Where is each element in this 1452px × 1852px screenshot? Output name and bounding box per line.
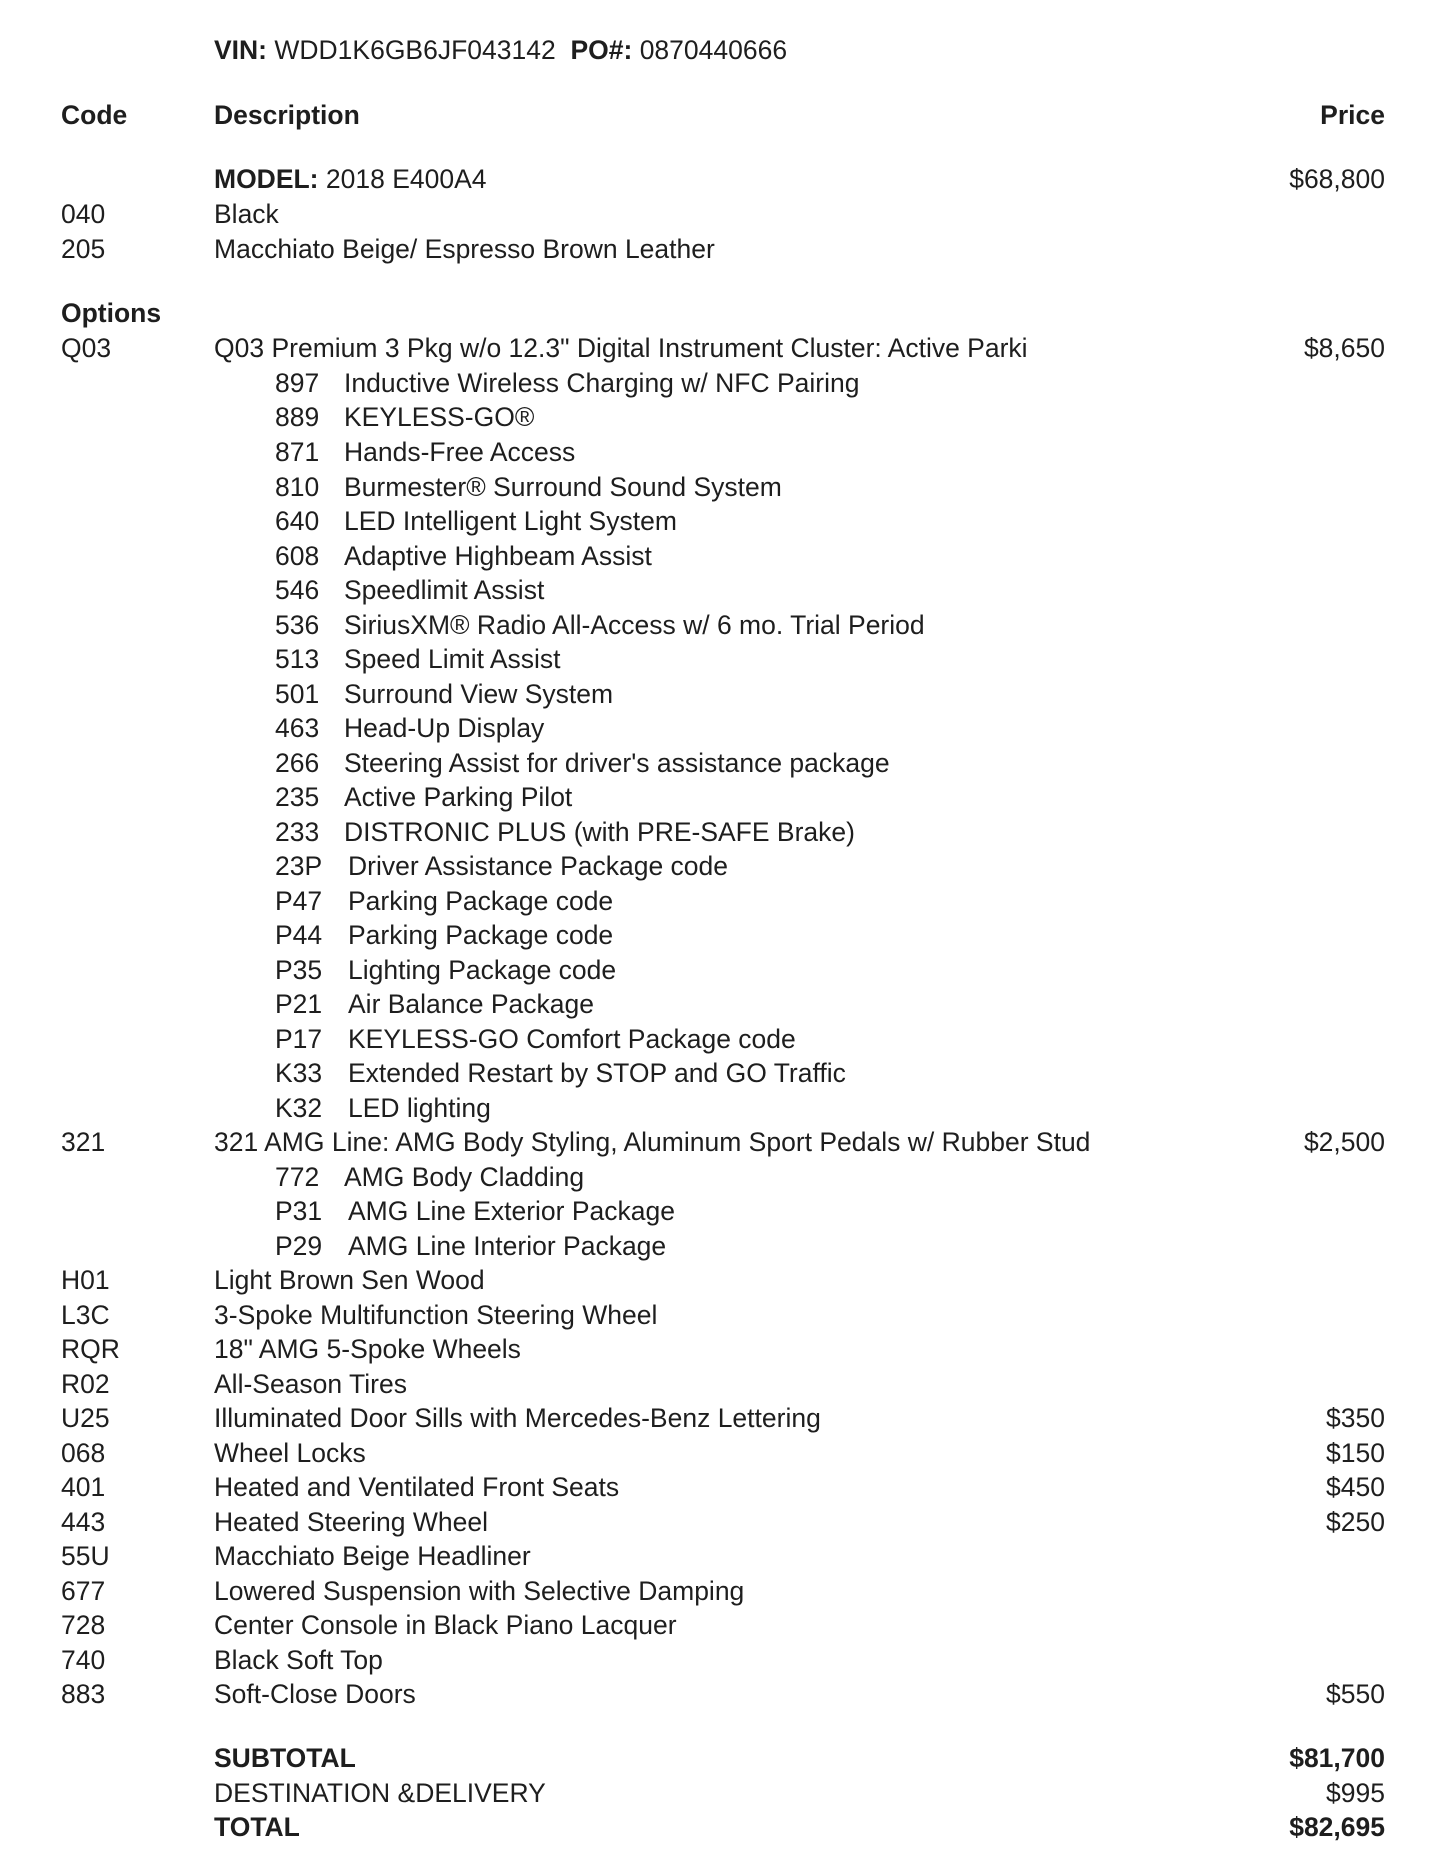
subitem-description: AMG Line Exterior Package xyxy=(348,1196,675,1226)
option-description: Light Brown Sen Wood xyxy=(214,1265,485,1295)
column-header-price: Price xyxy=(1320,100,1385,130)
vin-value: WDD1K6GB6JF043142 xyxy=(274,35,556,65)
option-price: $150 xyxy=(1326,1438,1385,1468)
package-subitem-row xyxy=(0,987,1452,1021)
option-code: 883 xyxy=(61,1679,106,1709)
destination-label: DESTINATION &DELIVERY xyxy=(214,1778,546,1808)
column-header-description: Description xyxy=(214,100,360,130)
option-code: H01 xyxy=(61,1265,110,1295)
package-subitem-row xyxy=(0,400,1452,434)
model-price: $68,800 xyxy=(1289,164,1385,194)
option-code: 677 xyxy=(61,1576,106,1606)
subitem-description: Speed Limit Assist xyxy=(344,644,561,674)
vin-label: VIN: xyxy=(214,35,267,65)
package-subitem-row xyxy=(0,849,1452,883)
option-code: R02 xyxy=(61,1369,110,1399)
option-row xyxy=(0,1332,1452,1366)
option-price: $550 xyxy=(1326,1679,1385,1709)
total-row xyxy=(0,1810,1452,1844)
option-code: 55U xyxy=(61,1541,110,1571)
subitem-description: Surround View System xyxy=(344,679,614,709)
base-item-row xyxy=(0,232,1452,266)
subitem-description: LED lighting xyxy=(348,1093,491,1123)
subitem-code: 23P xyxy=(275,851,323,881)
option-row xyxy=(0,1539,1452,1573)
package-subitem-row xyxy=(0,1160,1452,1194)
subitem-description: KEYLESS-GO Comfort Package code xyxy=(348,1024,796,1054)
subitem-description: Driver Assistance Package code xyxy=(348,851,729,881)
option-row xyxy=(0,1470,1452,1504)
model-label: MODEL: xyxy=(214,164,319,194)
option-description: Soft-Close Doors xyxy=(214,1679,416,1709)
package-subitem-row xyxy=(0,470,1452,504)
option-description: Black Soft Top xyxy=(214,1645,383,1675)
option-code: L3C xyxy=(61,1300,110,1330)
option-row xyxy=(0,1643,1452,1677)
subitem-description: Inductive Wireless Charging w/ NFC Pairing xyxy=(344,368,860,398)
option-row xyxy=(0,1436,1452,1470)
subitem-code: 266 xyxy=(275,748,320,778)
subtotal-row xyxy=(0,1741,1452,1775)
option-code: RQR xyxy=(61,1334,120,1364)
item-code: 205 xyxy=(61,234,106,264)
package-subitem-row xyxy=(0,953,1452,987)
package-subitem-row xyxy=(0,539,1452,573)
package-row xyxy=(0,1125,1452,1159)
package-subitem-row xyxy=(0,918,1452,952)
po-label: PO#: xyxy=(570,35,633,65)
option-price: $350 xyxy=(1326,1403,1385,1433)
subtotal-label: SUBTOTAL xyxy=(214,1743,356,1773)
option-description: All-Season Tires xyxy=(214,1369,407,1399)
subitem-code: K32 xyxy=(275,1093,323,1123)
subitem-code: P17 xyxy=(275,1024,323,1054)
package-subitem-row xyxy=(0,1091,1452,1125)
option-row xyxy=(0,1505,1452,1539)
model-value: 2018 E400A4 xyxy=(325,164,487,194)
options-heading-row xyxy=(0,296,1452,330)
option-code: 728 xyxy=(61,1610,106,1640)
model-text xyxy=(214,162,487,196)
package-subitem-row xyxy=(0,608,1452,642)
po-value: 0870440666 xyxy=(639,35,788,65)
option-description: Illuminated Door Sills with Mercedes-Benz Lettering xyxy=(214,1403,821,1433)
vin-po-text xyxy=(214,33,787,67)
subitem-code: 810 xyxy=(275,472,320,502)
subitem-code: P35 xyxy=(275,955,323,985)
option-row xyxy=(0,1401,1452,1435)
subitem-description: Air Balance Package xyxy=(348,989,595,1019)
subitem-description: Head-Up Display xyxy=(344,713,545,743)
subitem-description: KEYLESS-GO® xyxy=(344,402,535,432)
package-subitem-row xyxy=(0,1022,1452,1056)
column-header-code: Code xyxy=(61,100,128,130)
subitem-description: Burmester® Surround Sound System xyxy=(344,472,782,502)
option-description: Center Console in Black Piano Lacquer xyxy=(214,1610,677,1640)
option-description: Heated and Ventilated Front Seats xyxy=(214,1472,620,1502)
package-subitem-row xyxy=(0,1194,1452,1228)
subitem-description: Active Parking Pilot xyxy=(344,782,573,812)
package-code: Q03 xyxy=(61,333,112,363)
subitem-description: Lighting Package code xyxy=(348,955,617,985)
subitem-code: 897 xyxy=(275,368,320,398)
subitem-description: SiriusXM® Radio All-Access w/ 6 mo. Trial Period xyxy=(344,610,925,640)
subitem-code: 536 xyxy=(275,610,320,640)
item-description: Macchiato Beige/ Espresso Brown Leather xyxy=(214,234,715,264)
subitem-code: 501 xyxy=(275,679,320,709)
option-code: 401 xyxy=(61,1472,106,1502)
option-description: 3-Spoke Multifunction Steering Wheel xyxy=(214,1300,658,1330)
package-price: $2,500 xyxy=(1303,1127,1385,1157)
package-subitem-row xyxy=(0,573,1452,607)
option-price: $450 xyxy=(1326,1472,1385,1502)
option-row xyxy=(0,1677,1452,1711)
package-description: Q03 Premium 3 Pkg w/o 12.3" Digital Instrument Cluster: Active Parki xyxy=(214,333,1028,363)
option-description: Macchiato Beige Headliner xyxy=(214,1541,531,1571)
subitem-code: 546 xyxy=(275,575,320,605)
option-code: 443 xyxy=(61,1507,106,1537)
options-heading: Options xyxy=(61,298,162,328)
total-label: TOTAL xyxy=(214,1812,300,1842)
subitem-code: 513 xyxy=(275,644,320,674)
subitem-description: AMG Line Interior Package xyxy=(348,1231,667,1261)
subitem-description: Parking Package code xyxy=(348,920,614,950)
subitem-description: Steering Assist for driver's assistance package xyxy=(344,748,890,778)
package-subitem-row xyxy=(0,366,1452,400)
subitem-code: P47 xyxy=(275,886,323,916)
option-row xyxy=(0,1367,1452,1401)
subitem-description: AMG Body Cladding xyxy=(344,1162,585,1192)
item-code: 040 xyxy=(61,199,106,229)
package-subitem-row xyxy=(0,711,1452,745)
option-description: Heated Steering Wheel xyxy=(214,1507,488,1537)
destination-row xyxy=(0,1776,1452,1810)
package-description: 321 AMG Line: AMG Body Styling, Aluminum Sport Pedals w/ Rubber Stud xyxy=(214,1127,1091,1157)
subitem-code: K33 xyxy=(275,1058,323,1088)
subitem-code: 235 xyxy=(275,782,320,812)
package-subitem-row xyxy=(0,435,1452,469)
option-row xyxy=(0,1608,1452,1642)
column-header-row xyxy=(0,98,1452,132)
subitem-code: P31 xyxy=(275,1196,323,1226)
vin-po-line xyxy=(0,33,1452,67)
total-value: $82,695 xyxy=(1289,1812,1385,1842)
option-row xyxy=(0,1298,1452,1332)
option-price: $250 xyxy=(1326,1507,1385,1537)
option-description: Wheel Locks xyxy=(214,1438,366,1468)
package-subitem-row xyxy=(0,504,1452,538)
subitem-description: Extended Restart by STOP and GO Traffic xyxy=(348,1058,846,1088)
option-description: 18" AMG 5-Spoke Wheels xyxy=(214,1334,521,1364)
subitem-description: Adaptive Highbeam Assist xyxy=(344,541,652,571)
subitem-description: DISTRONIC PLUS (with PRE-SAFE Brake) xyxy=(344,817,855,847)
package-code: 321 xyxy=(61,1127,106,1157)
subitem-description: Hands-Free Access xyxy=(344,437,576,467)
package-subitem-row xyxy=(0,884,1452,918)
subitem-code: 889 xyxy=(275,402,320,432)
package-subitem-row xyxy=(0,815,1452,849)
item-description: Black xyxy=(214,199,279,229)
model-row xyxy=(0,162,1452,196)
package-price: $8,650 xyxy=(1303,333,1385,363)
subitem-description: LED Intelligent Light System xyxy=(344,506,677,536)
package-subitem-row xyxy=(0,1229,1452,1263)
package-subitem-row xyxy=(0,746,1452,780)
option-code: 740 xyxy=(61,1645,106,1675)
option-row xyxy=(0,1574,1452,1608)
package-subitem-row xyxy=(0,780,1452,814)
subitem-code: P44 xyxy=(275,920,323,950)
package-subitem-row xyxy=(0,1056,1452,1090)
subitem-code: 871 xyxy=(275,437,320,467)
option-code: 068 xyxy=(61,1438,106,1468)
option-description: Lowered Suspension with Selective Damping xyxy=(214,1576,745,1606)
subitem-code: 608 xyxy=(275,541,320,571)
subitem-description: Speedlimit Assist xyxy=(344,575,545,605)
base-item-row xyxy=(0,197,1452,231)
package-row xyxy=(0,331,1452,365)
subitem-code: P29 xyxy=(275,1231,323,1261)
destination-value: $995 xyxy=(1326,1778,1385,1808)
subitem-code: 463 xyxy=(275,713,320,743)
subitem-description: Parking Package code xyxy=(348,886,614,916)
subitem-code: 640 xyxy=(275,506,320,536)
package-subitem-row xyxy=(0,642,1452,676)
option-row xyxy=(0,1263,1452,1297)
subitem-code: P21 xyxy=(275,989,323,1019)
package-subitem-row xyxy=(0,677,1452,711)
option-code: U25 xyxy=(61,1403,110,1433)
subtotal-value: $81,700 xyxy=(1289,1743,1385,1773)
subitem-code: 233 xyxy=(275,817,320,847)
subitem-code: 772 xyxy=(275,1162,320,1192)
